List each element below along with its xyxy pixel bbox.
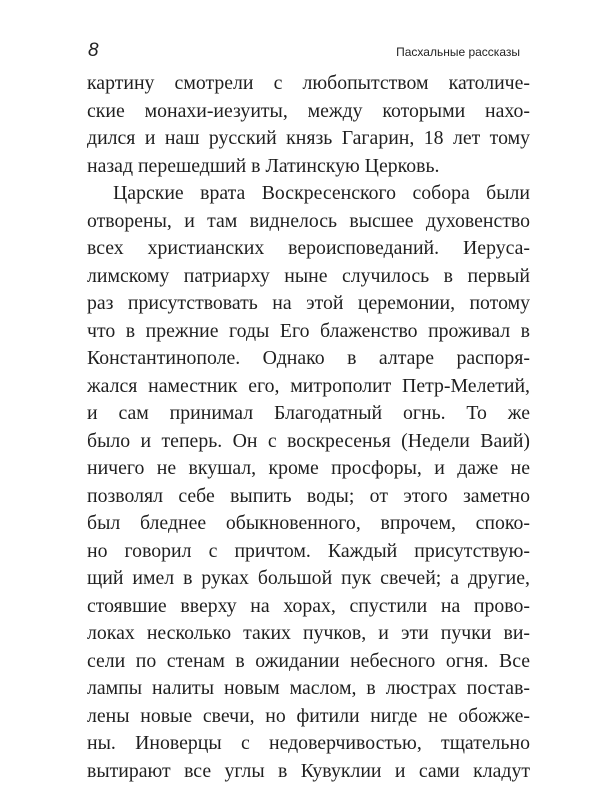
text-line: ны. Иноверцы с недоверчивостью, тщательно [87,730,530,758]
text-line: стоявшие вверху на хорах, спустили на прово- [87,593,530,621]
text-line: что в прежние годы Его блаженство проживал в [87,318,530,346]
text-line: позволял себе выпить воды; от этого заметно [87,483,530,511]
text-line: всех христианских вероисповеданий. Иеруса- [87,235,530,263]
text-line: дился и наш русский князь Гагарин, 18 лет тому [87,125,530,153]
text-line: лены новые свечи, но фитили нигде не обожже- [87,703,530,731]
text-line: Константинополе. Однако в алтаре распоря- [87,345,530,373]
text-line: Царские врата Воскресенского собора были [87,180,530,208]
text-line: назад перешедший в Латинскую Церковь. [87,153,530,181]
text-line: ничего не вкушал, кроме просфоры, и даже не [87,455,530,483]
text-line: лимскому патриарху ныне случилось в первый [87,263,530,291]
text-line: и сам принимал Благодатный огнь. То же [87,400,530,428]
text-line: отворены, и там виднелось высшее духовенство [87,208,530,236]
text-line: сели по стенам в ожидании небесного огня. Все [87,648,530,676]
running-head-title: Пасхальные рассказы [396,45,520,59]
text-line: раз присутствовать на этой церемонии, потому [87,290,530,318]
body-text [87,70,530,785]
text-line: вытирают все углы в Кувуклии и сами кладут [87,758,530,785]
text-line: ские монахи-иезуиты, между которыми нахо- [87,98,530,126]
text-line: было и теперь. Он с воскресенья (Недели Ваий) [87,428,530,456]
text-line: но говорил с причтом. Каждый присутствую- [87,538,530,566]
text-line: картину смотрели с любопытством католиче- [87,70,530,98]
text-line: локах несколько таких пучков, и эти пучки ви- [87,620,530,648]
page-number: 8 [88,40,99,62]
text-line: лампы налиты новым маслом, в люстрах постав- [87,675,530,703]
text-line: жался наместник его, митрополит Петр-Мелетий, [87,373,530,401]
text-line: щий имел в руках большой пук свечей; а другие, [87,565,530,593]
text-line: был бледнее обыкновенного, впрочем, споко- [87,510,530,538]
